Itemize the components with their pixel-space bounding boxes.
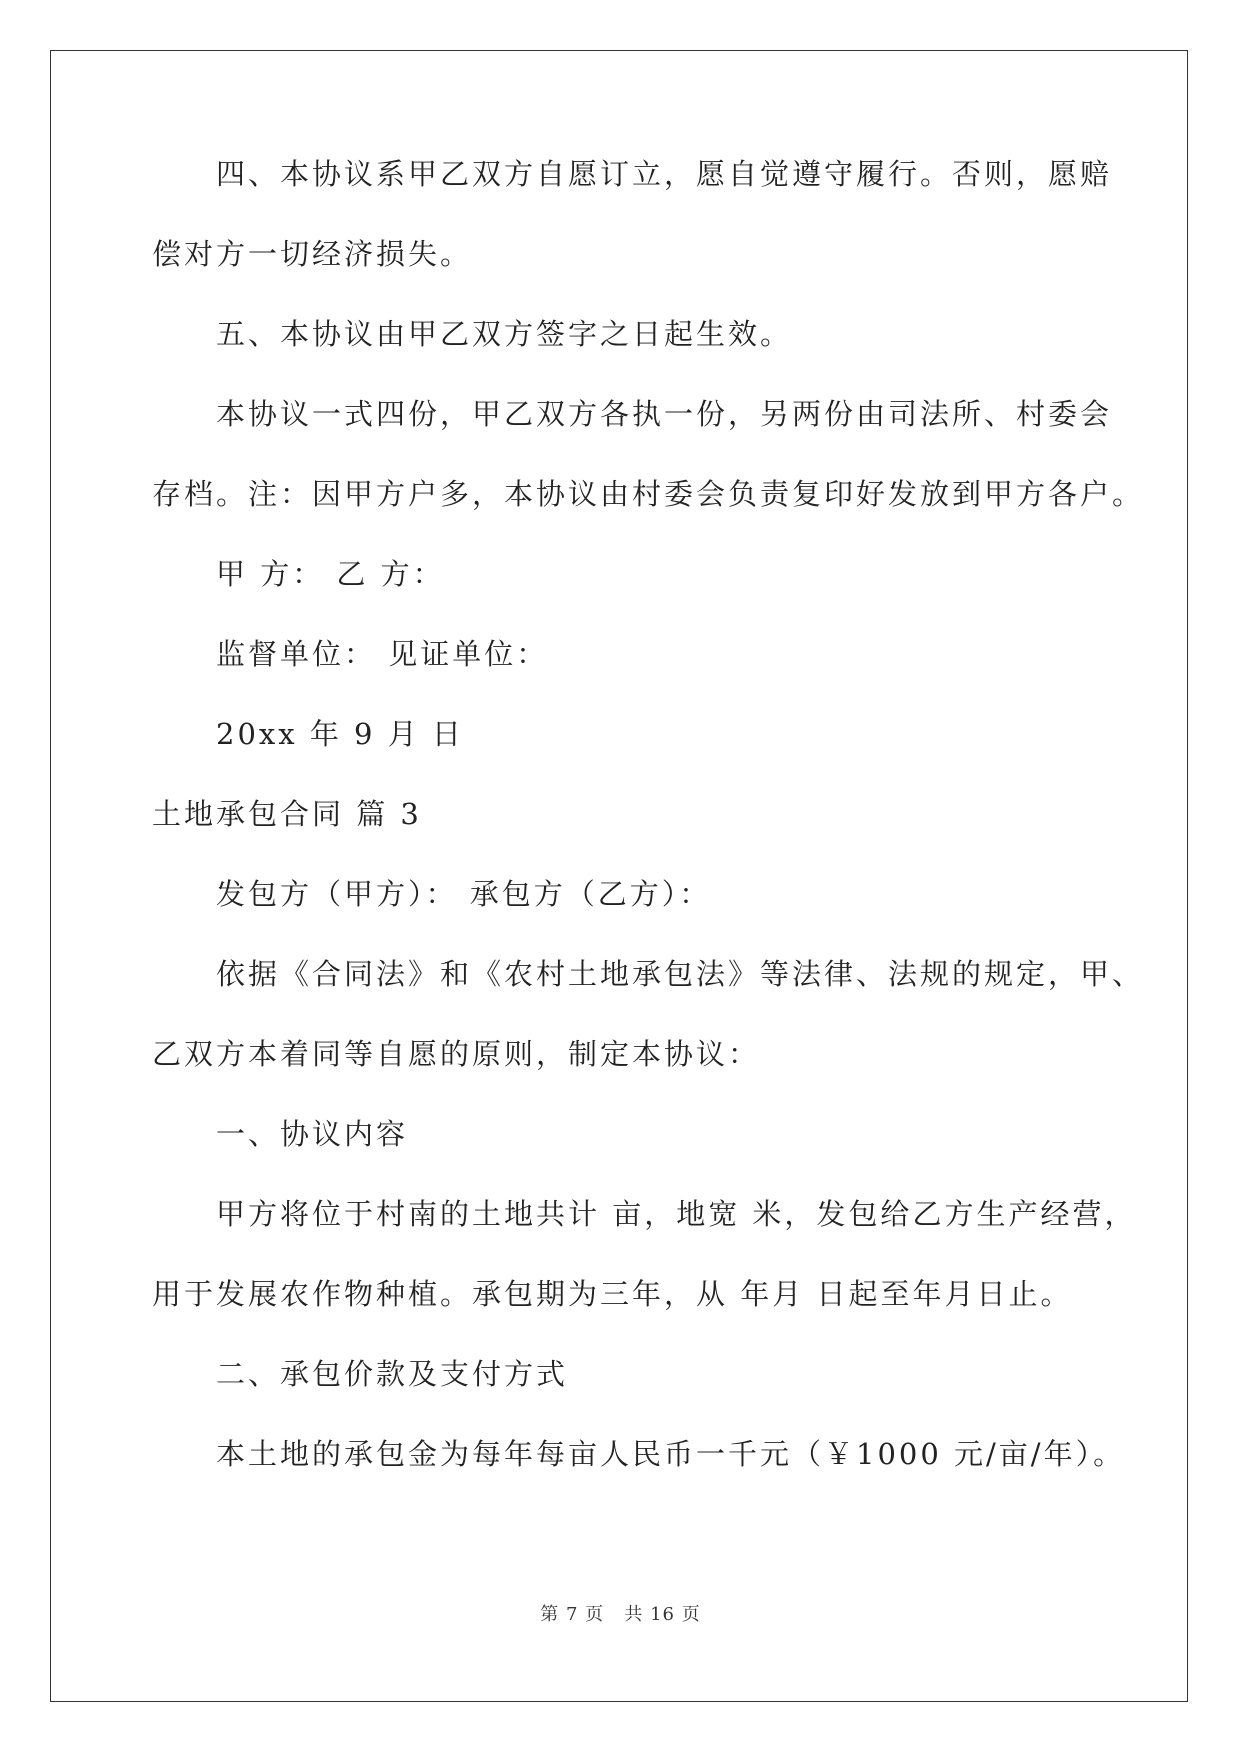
paragraph-line: 依据《合同法》和《农村土地承包法》等法律、法规的规定，甲、 xyxy=(216,957,1145,991)
signature-line-parties: 甲 方： 乙 方： xyxy=(216,557,445,591)
date-line: 20xx 年 9 月 日 xyxy=(216,717,464,751)
clause-heading: 二、承包价款及支付方式 xyxy=(216,1357,569,1391)
clause-heading: 一、协议内容 xyxy=(216,1117,409,1151)
paragraph-line: 本协议一式四份，甲乙双方各执一份，另两份由司法所、村委会 xyxy=(216,397,1113,431)
paragraph-line: 四、本协议系甲乙双方自愿订立，愿自觉遵守履行。否则，愿赔 xyxy=(216,157,1113,191)
document-body xyxy=(152,155,1145,1515)
paragraph-line: 存档。注：因甲方户多，本协议由村委会负责复印好发放到甲方各户。 xyxy=(152,477,1145,511)
paragraph-line: 偿对方一切经济损失。 xyxy=(152,237,473,271)
signature-line-units: 监督单位： 见证单位： xyxy=(216,637,549,671)
paragraph-line: 甲方将位于村南的土地共计 亩，地宽 米，发包给乙方生产经营， xyxy=(216,1197,1137,1231)
paragraph-line: 用于发展农作物种植。承包期为三年，从 年月 日起至年月日止。 xyxy=(152,1277,1073,1311)
page-footer xyxy=(0,1604,1241,1626)
section-heading: 土地承包合同 篇 3 xyxy=(152,797,422,831)
paragraph-line: 发包方（甲方）： 承包方（乙方）： xyxy=(216,877,712,911)
page-number: 第 7 页 共 16 页 xyxy=(540,1604,701,1625)
paragraph-line: 本土地的承包金为每年每亩人民币一千元（￥1000 元/亩/年）。 xyxy=(216,1437,1126,1471)
paragraph-line: 五、本协议由甲乙双方签字之日起生效。 xyxy=(216,317,793,351)
paragraph-line: 乙双方本着同等自愿的原则，制定本协议： xyxy=(152,1037,761,1071)
